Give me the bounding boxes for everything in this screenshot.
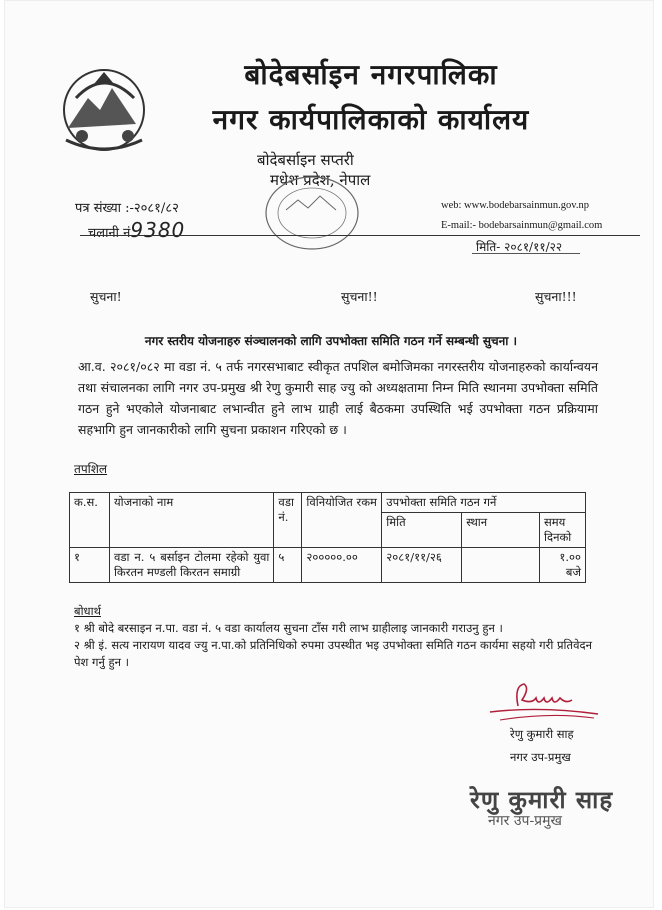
- cell-allocated-amount: २०००००.००: [302, 548, 382, 583]
- table-header-row: [70, 493, 586, 513]
- notice-body: आ.व. २०८१/०८२ मा वडा नं. ५ तर्फ नगरसभाबाट स्वीकृत तपशिल बमोजिमका नगरस्तरीय योजनाहरुको कार्यान्वयन तथा संचालनका लागि नगर उप-प्रमुख श्री रेणु कुमारी साह ज्यु को अध्यक्षतामा निम्न मिति स्थानमा उपभोक्ता समिति गठन हुने भएकोले योजनाबाट लभान्वीत हुने लाभ ग्राही लाई बैठकमा उपस्थिति भई उपभोक्ता गठन प्रक्रियामा सहभागि हुन जानकारीको लागि सुचना प्रकाशन गरिएको छ ।: [78, 359, 598, 437]
- header-place: स्थान: [462, 513, 540, 548]
- cell-date: २०८१/११/२६: [382, 548, 462, 583]
- notice-label-1: सुचना!: [90, 289, 122, 304]
- header-date: मिति: [382, 513, 462, 548]
- letter-date: मिति- २०८१/११/२२: [476, 240, 563, 254]
- cell-plan-name: वडा न. ५ बर्साइन टोलमा रहेको युवा किरतन मण्डली किरतन समाग्री: [109, 548, 273, 583]
- header-time: समय दिनको: [540, 513, 586, 548]
- dispatch-label: चलानी नं: [88, 226, 131, 241]
- office-seal-icon: [262, 172, 362, 254]
- plan-table: [69, 492, 586, 583]
- notice-label-3: सुचना!!!: [535, 289, 577, 304]
- website-text: web: www.bodebarsainmun.gov.np: [441, 200, 589, 211]
- header-committee-group: उपभोक्ता समिति गठन गर्ने: [382, 493, 586, 513]
- notice-subject: नगर स्तरीय योजनाहरु संञ्चालनको लागि उपभोक्ता समिति गठन गर्ने सम्बन्धी सुचना ।: [144, 334, 518, 348]
- copy-to-item-2: २ श्री इं. सत्य नारायण यादव ज्यु न.पा.को प्रतिनिधिको रुपमा उपस्थीत भइ उपभोक्ता समिति गठन कार्यमा सहयो गरी प्रतिवेदन पेश गर्नु हुन ।: [74, 638, 592, 669]
- letter-reference-number: पत्र संख्या :-२०८१/८२: [75, 201, 179, 216]
- cell-place: [462, 548, 540, 583]
- cell-ward: ५: [274, 548, 302, 583]
- office-title: नगर कार्यपालिकाको कार्यालय: [212, 103, 530, 136]
- header-divider: [80, 235, 640, 236]
- copy-to-label: बोधार्थ: [74, 604, 101, 618]
- name-stamp: रेणु कुमारी साह: [470, 785, 614, 814]
- header-sn: क.स.: [70, 493, 110, 548]
- municipality-title: बोदेबर्साइन नगरपालिका: [244, 58, 498, 91]
- signatory-role: नगर उप-प्रमुख: [510, 750, 571, 764]
- address-line-1: बोदेबर्साइन सप्तरी: [257, 151, 354, 169]
- dispatch-number: [88, 218, 185, 242]
- date-underline: [472, 253, 580, 254]
- copy-to-item-1: १ श्री बोदे बरसाइन न.पा. वडा नं. ५ वडा कार्यालय सुचना टाँस गरी लाभ ग्राहीलाइ जानकारी गराउनु हुन ।: [74, 621, 503, 635]
- dispatch-value: 9380: [130, 218, 186, 242]
- details-label: तपशिल: [74, 462, 108, 476]
- cell-time: १.०० बजे: [540, 548, 586, 583]
- signatory-name: रेणु कुमारी साह: [510, 727, 574, 741]
- role-stamp: नगर उप-प्रमुख: [488, 813, 562, 829]
- header-allocated-amount: विनियोजित रकम: [302, 493, 382, 548]
- signature-icon: [480, 676, 600, 726]
- table-row: [70, 548, 586, 583]
- header-plan-name: योजनाको नाम: [109, 493, 273, 548]
- address-line-2: मधेश प्रदेश, नेपाल: [270, 171, 371, 189]
- notice-label-2: सुचना!!: [341, 289, 378, 304]
- header-ward: वडा नं.: [274, 493, 302, 548]
- email-text: E-mail:- bodebarsainmun@gmail.com: [441, 220, 603, 231]
- cell-sn: १: [70, 548, 110, 583]
